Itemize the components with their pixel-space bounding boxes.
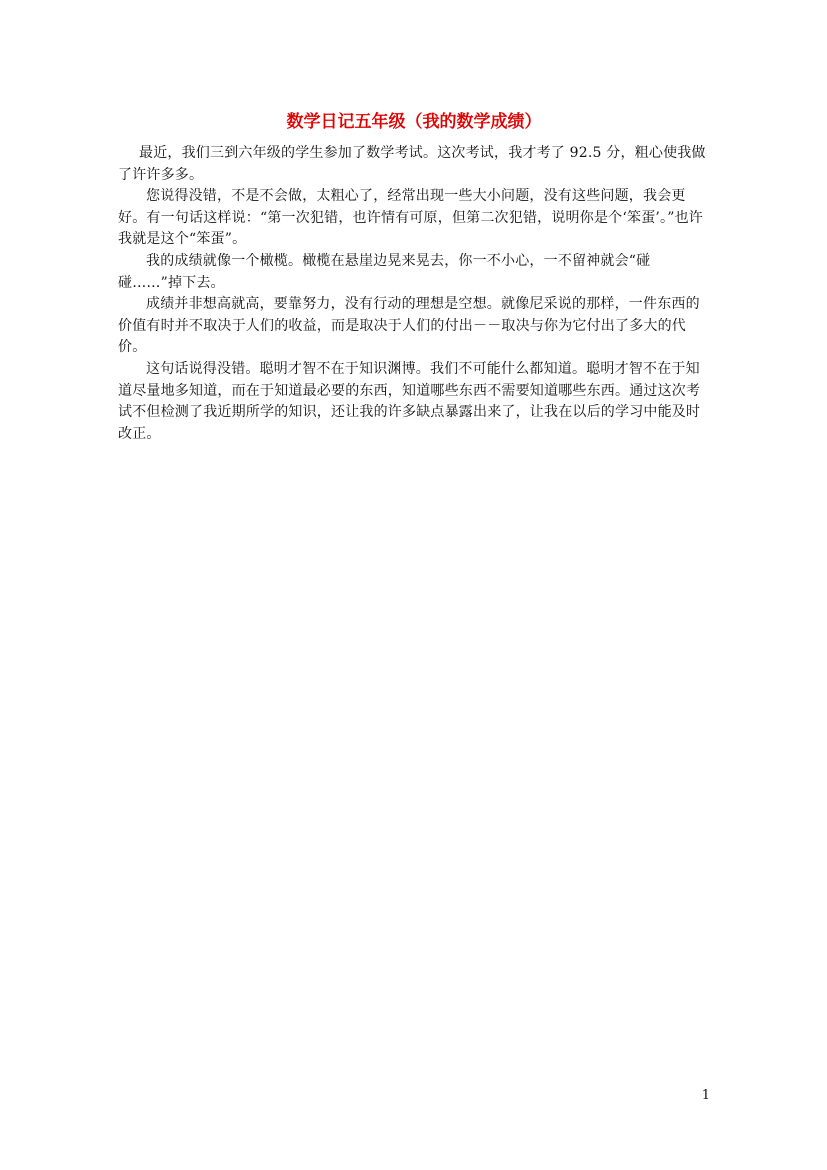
paragraph-1: 最近，我们三到六年级的学生参加了数学考试。这次考试，我才考了 92.5 分，粗心使我做了许许多多。 (118, 145, 706, 183)
paragraph-5: 这句话说得没错。聪明才智不在于知识渊博。我们不可能什么都知道。聪明才智不在于知道尽量地多知道，而在于知道最必要的东西，知道哪些东西不需要知道哪些东西。通过这次考试不但检测了我近期所学的知识，还让我的许多缺点暴露出来了，让我在以后的学习中能及时改正。 (118, 360, 701, 442)
document-title: 数学日记五年级（我的数学成绩） (286, 112, 542, 132)
paragraph-2: 您说得没错，不是不会做，太粗心了，经常出现一些大小问题，没有这些问题，我会更好。有一句话这样说：“第一次犯错，也许情有可原，但第二次犯错，说明你是个‘笨蛋’。”也许我就是这个“笨蛋”。 (118, 188, 704, 248)
paragraph-3: 我的成绩就像一个橄榄。橄榄在悬崖边晃来晃去，你一不小心，一不留神就会“碰碰……”掉下去。 (118, 252, 651, 291)
paragraph-4: 成绩并非想高就高，要靠努力，没有行动的理想是空想。就像尼采说的那样，一件东西的价值有时并不取决于人们的收益，而是取决于人们的付出－－取决与你为它付出了多大的代价。 (118, 296, 700, 356)
document-body (118, 143, 708, 445)
page-number: 1 (701, 1088, 710, 1103)
